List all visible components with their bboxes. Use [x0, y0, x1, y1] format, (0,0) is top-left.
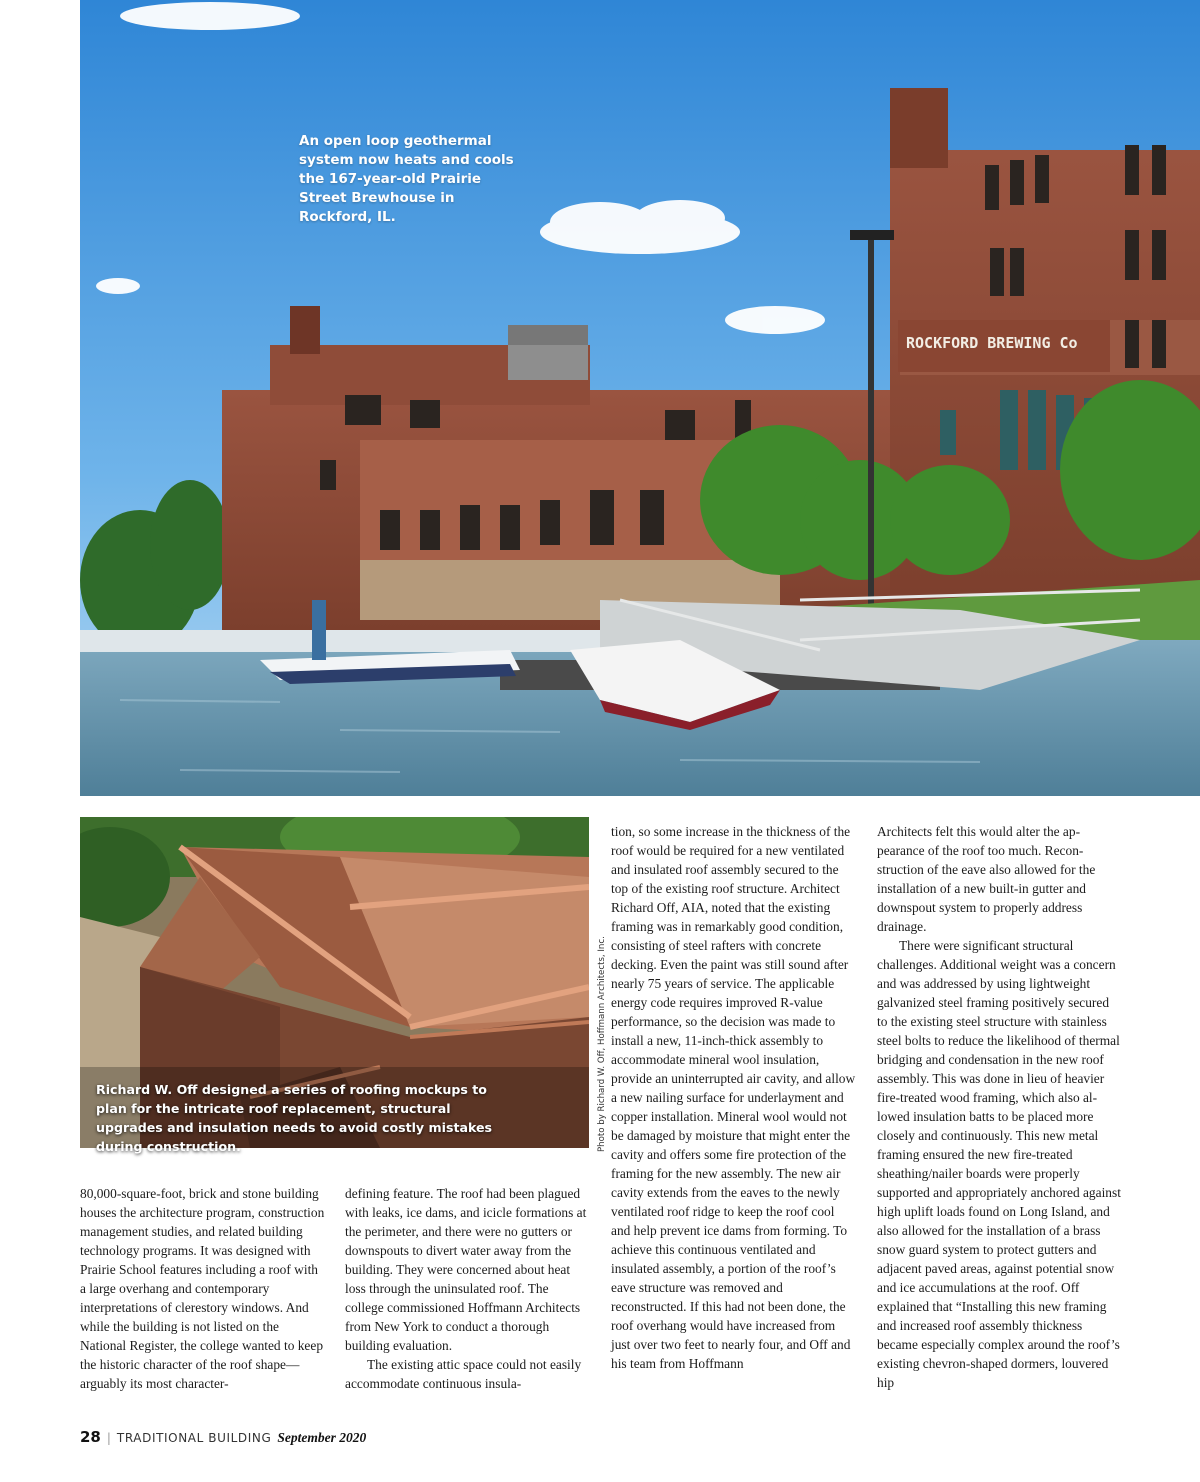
body-paragraph: tion, so some increase in the thickness of the roof would be required for a new ventilated and insulated roof assembly secured to the top of the existing roof structure. Architect Richard Off, AIA, noted that the existing framing was in remarkably good condition, consisting of steel rafters with concrete decking. Even the paint was still sound after nearly 75 years of service. The applicable energy code requires improved R-value performance, so the decision was made to install a new, 11-inch-thick assembly to accommodate mineral wool insulation, provide an uninterrupted air cavity, and allow a new nailing surface for underlayment and copper installation. Mineral wool would not be damaged by moisture that might enter the cavity and offers some fire protection of the framing for the new assembly. The new air cavity extends from the eaves to the newly ventilated roof ridge to keep the roof cool and help prevent ice dams from forming. To achieve this continuous ventilated and insulated assembly, a portion of the roof’s eave structure was removed and reconstructed. If this had not been done, the roof overhang would have increased from just over two feet to nearly four, and Off and his team from Hoffmann: [611, 824, 856, 1371]
issue-date: September 2020: [277, 1430, 367, 1445]
photo-credit: Photo by Richard W. Off, Hoffmann Architects, Inc.: [597, 936, 607, 1152]
footer-separator: |: [106, 1431, 111, 1445]
hero-caption: An open loop geothermal system now heats and cools the 167-year-old Prairie Street Brewhouse in Rockford, IL.: [299, 133, 514, 225]
publication-name: TRADITIONAL BUILDING: [116, 1431, 272, 1445]
text-column-1: [80, 1184, 325, 1393]
body-paragraph: 80,000-square-foot, brick and stone building houses the architecture program, construction management studies, and related building technology programs. It was designed with Prairie School features including a roof with a large overhang and contemporary interpretations of clerestory windows. And while the building is not listed on the National Register, the college wanted to keep the historic character of the roof shape—arguably its most character-: [80, 1186, 325, 1391]
body-paragraph: defining feature. The roof had been plagued with leaks, ice dams, and icicle formations at the perimeter, and there were no gutters or downspouts to divert water away from the building. They were concerned about heat loss through the uninsulated roof. The college commissioned Hoffmann Architects from New York to conduct a thorough building evaluation.: [345, 1186, 587, 1353]
brewhouse-illustration: [80, 0, 1200, 796]
body-paragraph: The existing attic space could not easily accommodate continuous insula-: [345, 1357, 582, 1391]
page-number: 28: [80, 1428, 101, 1446]
page-footer: [80, 1428, 366, 1446]
hero-photo: [80, 0, 1200, 796]
building-sign-text: ROCKFORD BREWING Co: [906, 334, 1078, 352]
text-column-2: [345, 1184, 590, 1393]
body-paragraph: Architects felt this would alter the appearance of the roof too much. Reconstruction of the eave also allowed for the installation of a new built-in gutter and downspout system to properly address drainage.: [877, 824, 1096, 934]
text-column-3: [611, 822, 856, 1373]
text-column-4: [877, 822, 1122, 1392]
roof-photo-caption: Richard W. Off designed a series of roofing mockups to plan for the intricate roof replacement, structural upgrades and insulation needs to avoid costly mistakes during construction.: [96, 1082, 493, 1154]
body-paragraph: There were significant structural challenges. Additional weight was a concern and was addressed by using lightweight galvanized steel framing positively secured to the existing steel structure with stainless steel bolts to reduce the likelihood of thermal bridging and condensation in the new roof assembly. This was done in lieu of heavier fire-treated wood framing, which also allowed insulation batts to be placed more closely and continuously. This new metal framing ensured the new fire-treated sheathing/nailer boards were properly supported and appropriately anchored against high uplift loads found on Long Island, and also allowed for the installation of a brass snow guard system to protect gutters and adjacent paved areas, against potential snow and ice accumulations at the roof. Off explained that “Installing this new framing and increased roof assembly thickness became especially complex around the roof’s existing chevron-shaped dormers, louvered hip: [877, 938, 1121, 1390]
